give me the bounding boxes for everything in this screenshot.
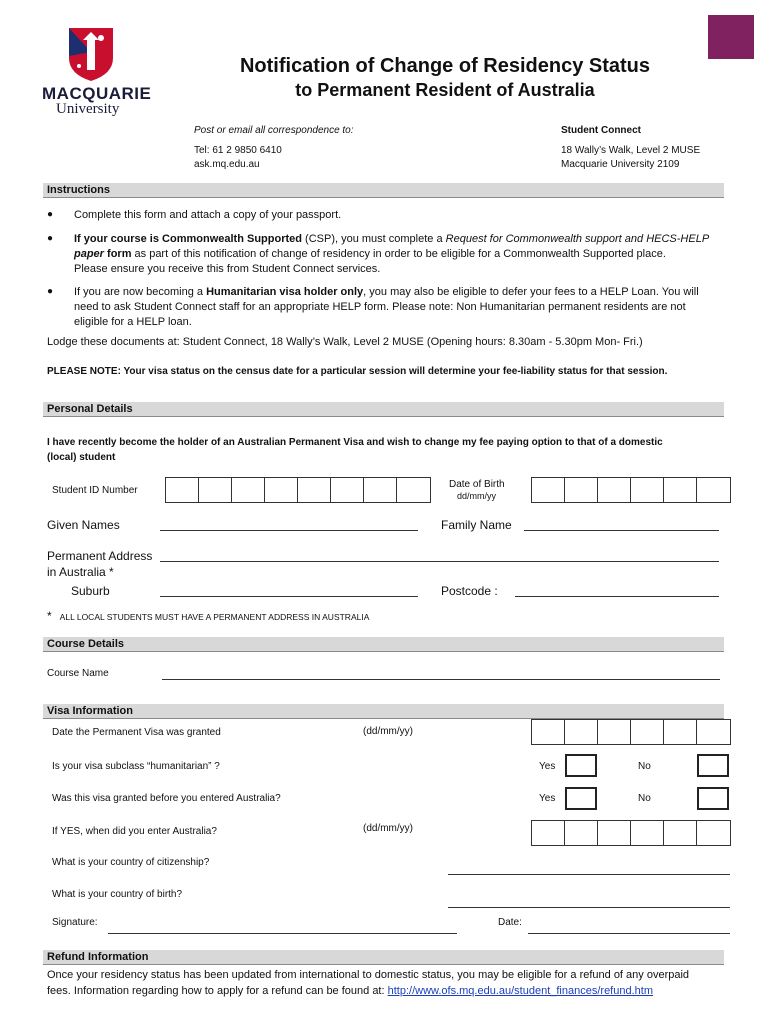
course-details-heading: Course Details bbox=[43, 637, 724, 652]
granted-before-no-checkbox[interactable] bbox=[697, 787, 729, 810]
citizenship-question: What is your country of citizenship? bbox=[52, 857, 210, 868]
granted-before-no-label: No bbox=[638, 793, 651, 804]
lodge-text: Lodge these documents at: Student Connect, 18 Wally’s Walk, Level 2 MUSE (Opening hours: 8.30am - 5.30pm Mon- Fri.) bbox=[47, 336, 643, 348]
refund-link[interactable]: http://www.ofs.mq.edu.au/student_finances/refund.htm bbox=[387, 985, 653, 997]
visa-info-heading: Visa Information bbox=[43, 704, 724, 719]
address-label: Permanent Address in Australia * bbox=[47, 549, 153, 579]
statement: I have recently become the holder of an Australian Permanent Visa and wish to change my fee paying option to that of a domestic (local) student bbox=[47, 437, 663, 463]
post-label: Post or email all correspondence to: bbox=[194, 125, 354, 136]
dob-label: Date of Birth bbox=[449, 479, 505, 490]
logo-wordmark: MACQUARIE bbox=[42, 84, 152, 103]
postcode-label: Postcode : bbox=[441, 584, 498, 598]
entry-date-format: (dd/mm/yy) bbox=[363, 823, 413, 834]
visa-granted-label: Date the Permanent Visa was granted bbox=[52, 727, 221, 738]
dob-input[interactable] bbox=[531, 477, 731, 503]
entry-date-input[interactable] bbox=[531, 820, 731, 846]
page-subtitle: to Permanent Resident of Australia bbox=[295, 80, 595, 100]
visa-granted-format: (dd/mm/yy) bbox=[363, 726, 413, 737]
humanitarian-no-label: No bbox=[638, 761, 651, 772]
birth-country-question: What is your country of birth? bbox=[52, 889, 183, 900]
humanitarian-yes-checkbox[interactable] bbox=[565, 754, 597, 777]
student-id-label: Student ID Number bbox=[52, 485, 138, 496]
tel: Tel: 61 2 9850 6410 bbox=[194, 145, 282, 156]
suburb-label: Suburb bbox=[71, 584, 110, 598]
entry-date-question: If YES, when did you enter Australia? bbox=[52, 826, 217, 837]
granted-before-yes-label: Yes bbox=[539, 793, 556, 804]
postcode-field[interactable] bbox=[515, 596, 719, 597]
bullet-icon: ● bbox=[47, 209, 54, 220]
course-name-label: Course Name bbox=[47, 668, 109, 679]
bullet-icon: ● bbox=[47, 233, 54, 244]
granted-before-yes-checkbox[interactable] bbox=[565, 787, 597, 810]
signature-field[interactable] bbox=[108, 933, 457, 934]
instruction-2: If your course is Commonwealth Supported (CSP), you must complete a Request for Commonwealth support and HECS-HELP paper form as part of this notification of change of residency in order to be eligible for a Commonwealth Supported place. Please ensure you receive this from Student Connect services. bbox=[74, 233, 710, 275]
university-logo bbox=[42, 26, 152, 118]
office-address-2: Macquarie University 2109 bbox=[561, 159, 680, 170]
granted-before-question: Was this visa granted before you entered Australia? bbox=[52, 793, 281, 804]
date-field[interactable] bbox=[528, 933, 730, 934]
bullet-icon: ● bbox=[47, 286, 54, 297]
given-names-field[interactable] bbox=[160, 530, 418, 531]
family-name-field[interactable] bbox=[524, 530, 719, 531]
address-field[interactable] bbox=[160, 561, 719, 562]
humanitarian-no-checkbox[interactable] bbox=[697, 754, 729, 777]
visa-granted-date-input[interactable] bbox=[531, 719, 731, 745]
crest-icon bbox=[67, 26, 115, 82]
office-address-1: 18 Wally’s Walk, Level 2 MUSE bbox=[561, 145, 701, 156]
email: ask.mq.edu.au bbox=[194, 159, 260, 170]
fee-liability-note: PLEASE NOTE: Your visa status on the census date for a particular session will determine your fee-liability status for that session. bbox=[47, 366, 668, 377]
page-title: Notification of Change of Residency Status bbox=[239, 55, 651, 77]
instructions-heading: Instructions bbox=[43, 183, 724, 198]
refund-text: Once your residency status has been updated from international to domestic status, you may be eligible for a refund of any overpaid fees. Information regarding how to apply for a refund can be found at: http://www.ofs.mq.edu.au/student_finances/refund.htm bbox=[47, 969, 690, 997]
instruction-1: Complete this form and attach a copy of your passport. bbox=[74, 209, 342, 221]
personal-details-heading: Personal Details bbox=[43, 402, 724, 417]
humanitarian-question: Is your visa subclass “humanitarian” ? bbox=[52, 761, 220, 772]
birth-country-field[interactable] bbox=[448, 907, 730, 908]
logo-subtext: University bbox=[56, 101, 120, 117]
suburb-field[interactable] bbox=[160, 596, 418, 597]
office-name: Student Connect bbox=[561, 125, 641, 136]
given-names-label: Given Names bbox=[47, 518, 120, 532]
instruction-3: If you are now becoming a Humanitarian visa holder only, you may also be eligible to defer your fees to a HELP Loan. You will need to ask Student Connect staff for an appropriate HELP form. Please note: Non Humanitarian permanent residents are not eligible for a HELP loan. bbox=[74, 286, 699, 328]
humanitarian-yes-label: Yes bbox=[539, 761, 556, 772]
course-name-field[interactable] bbox=[162, 679, 720, 680]
address-footnote: * ALL LOCAL STUDENTS MUST HAVE A PERMANENT ADDRESS IN AUSTRALIA bbox=[47, 609, 370, 623]
family-name-label: Family Name bbox=[441, 518, 512, 532]
accent-block bbox=[708, 15, 754, 59]
signature-label: Signature: bbox=[52, 917, 98, 928]
date-label: Date: bbox=[498, 917, 522, 928]
refund-info-heading: Refund Information bbox=[43, 950, 724, 965]
citizenship-field[interactable] bbox=[448, 874, 730, 875]
dob-format: dd/mm/yy bbox=[457, 491, 497, 501]
student-id-input[interactable] bbox=[165, 477, 431, 503]
